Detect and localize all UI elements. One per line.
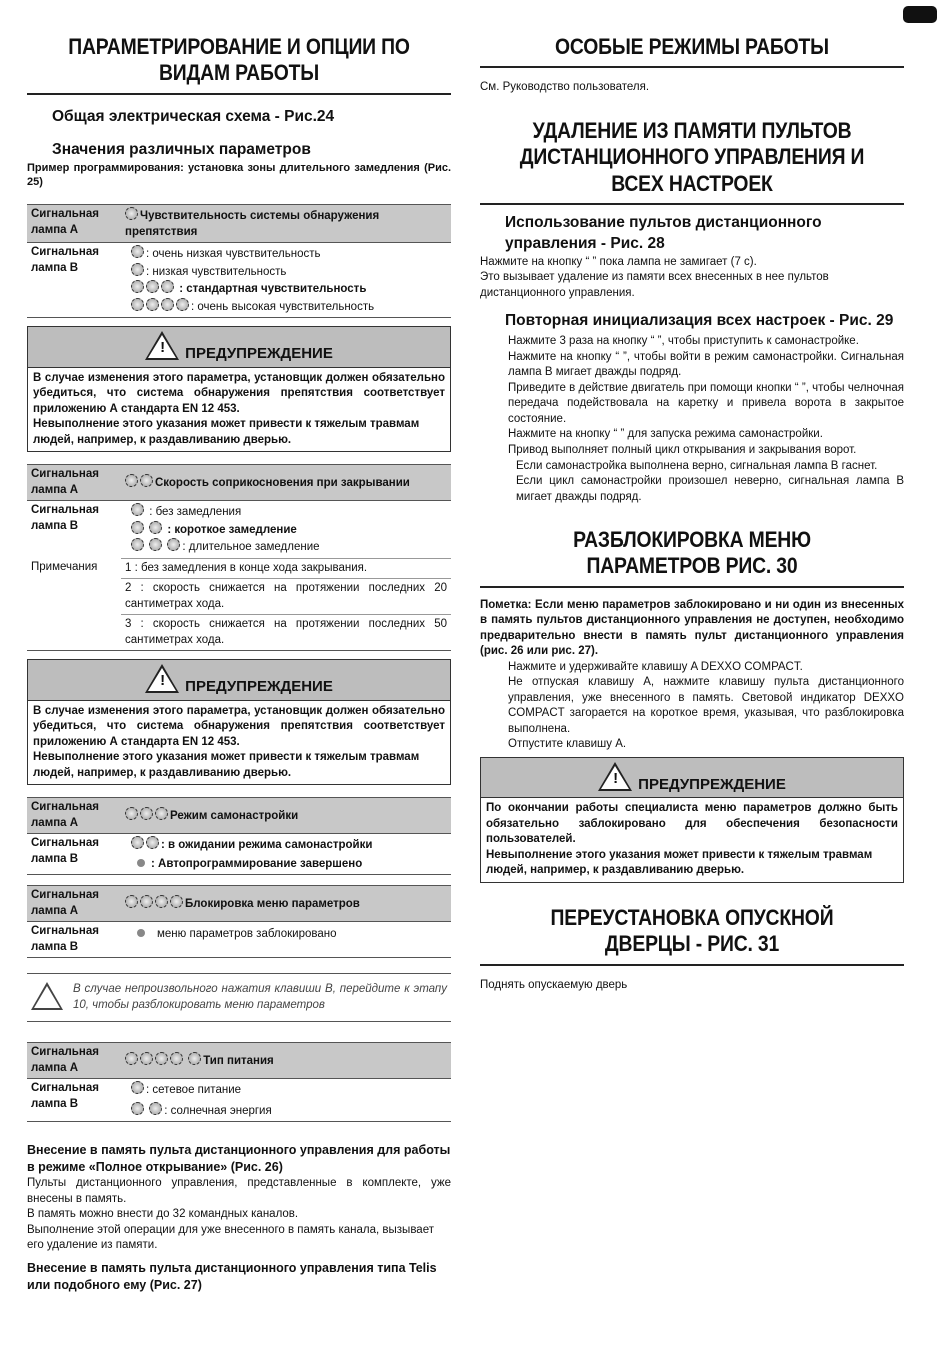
use-remotes-text: Нажмите на кнопку “ ” пока лампа не замигает (7 с). bbox=[480, 255, 757, 268]
right-column bbox=[480, 0, 904, 993]
note-text: 1 : без замедления в конце хода закрывания. bbox=[121, 558, 451, 579]
reinit-step: Нажмите 3 раза на кнопку “ ”, чтобы приступить к самонастройке. bbox=[508, 335, 859, 348]
option-text: : сетевое питание bbox=[146, 1084, 242, 1097]
reinit-step: Нажмите на кнопку “ ” для запуска режима самонастройки. bbox=[508, 428, 823, 441]
option-text: : стандартная чувствительность bbox=[179, 283, 367, 296]
blink-lamp-icon bbox=[155, 895, 168, 908]
note-text: 2 : скорость снижается на протяжении последних 20 сантиметрах хода. bbox=[121, 579, 451, 615]
warning-text: Невыполнение этого указания может привести к тяжелым травмам людей, например, к раздавливанию дверью. bbox=[33, 418, 420, 446]
warning-text: Невыполнение этого указания может привести к тяжелым травмам людей, например, к раздавливанию дверью. bbox=[486, 848, 873, 877]
section-title-special bbox=[480, 34, 904, 68]
unlock-step: Не отпуская клавишу A, нажмите клавишу пульта дистанционного управления, уже внесенного в память. Световой индикатор DEXXO COMPACT загорается на короткое время, указывая, что разблокировка выполнена. bbox=[508, 676, 904, 735]
notes-label: Примечания bbox=[27, 558, 121, 651]
full-open-text: В память можно внести до 32 командных каналов. bbox=[27, 1208, 299, 1221]
warning-icon bbox=[31, 982, 63, 1010]
telis-heading: Внесение в память пульта дистанционного управления типа Telis или подобного ему (Рис. 27) bbox=[27, 1260, 437, 1292]
warning-box-3 bbox=[480, 757, 904, 883]
blink-lamp-icon bbox=[140, 807, 153, 820]
section-title: ОСОБЫЕ РЕЖИМЫ РАБОТЫ bbox=[555, 34, 829, 59]
section-title: УДАЛЕНИЕ ИЗ ПАМЯТИ ПУЛЬТОВ ДИСТАНЦИОННОГО УПРАВЛЕНИЯ И ВСЕХ НАСТРОЕК bbox=[519, 117, 865, 196]
table-header: Чувствительность системы обнаружения препятствия bbox=[125, 210, 380, 238]
blink-lamp-icon bbox=[131, 503, 144, 516]
page-corner-tab bbox=[903, 6, 937, 23]
param-table-speed bbox=[27, 464, 451, 651]
option-text: : в ожидании режима самонастройки bbox=[161, 839, 373, 852]
option-text: : длительное замедление bbox=[182, 541, 320, 554]
example-text: Пример программирования: установка зоны длительного замедления (Рис. 25) bbox=[27, 161, 451, 189]
table-header: Режим самонастройки bbox=[170, 809, 299, 822]
blink-lamp-icon bbox=[125, 1052, 138, 1065]
unlock-step: Отпустите клавишу A. bbox=[508, 738, 627, 751]
blink-lamp-icon bbox=[170, 895, 183, 908]
blink-lamp-icon bbox=[131, 521, 144, 534]
blink-lamp-icon bbox=[149, 521, 162, 534]
blink-lamp-icon bbox=[146, 836, 159, 849]
lamp-a-label: Сигнальная лампа А bbox=[27, 1043, 121, 1079]
blink-lamp-icon bbox=[131, 298, 144, 311]
blink-lamp-icon bbox=[149, 1102, 162, 1115]
param-table-sensitivity: Сигнальная лампа А Чувствительность системы обнаружения препятствия Сигнальная лампа В : очень низкая чувствительность : низкая чувствительность : стандартная чувствительность : очень высокая чувствительность bbox=[27, 204, 451, 318]
reinit-substep: Если самонастройка выполнена верно, сигнальная лампа В гаснет. bbox=[516, 459, 878, 472]
warning-text: По окончании работы специалиста меню параметров должно быть обязательно заблокировано для обеспечения безопасности пользователей. bbox=[486, 802, 898, 846]
blink-lamp-icon bbox=[149, 538, 162, 551]
blink-lamp-icon bbox=[140, 474, 153, 487]
param-table-selflearn bbox=[27, 797, 451, 875]
steady-lamp-icon bbox=[137, 859, 145, 867]
blink-lamp-icon bbox=[125, 895, 138, 908]
section-title-door bbox=[480, 905, 904, 966]
values-heading: Значения различных параметров bbox=[52, 140, 311, 158]
lamp-b-label: Сигнальная лампа В bbox=[27, 243, 121, 318]
option-text: : без замедления bbox=[149, 506, 242, 519]
blink-lamp-icon bbox=[140, 1052, 153, 1065]
table-header: Блокировка меню параметров bbox=[185, 898, 360, 911]
lamp-a-label: Сигнальная лампа А bbox=[27, 205, 121, 243]
param-table-lock bbox=[27, 885, 451, 958]
blink-lamp-icon bbox=[161, 280, 174, 293]
option-text: : Автопрограммирование завершено bbox=[151, 857, 363, 870]
lamp-b-label: Сигнальная лампа В bbox=[27, 1079, 121, 1122]
option-text: : солнечная энергия bbox=[164, 1104, 272, 1117]
warning-box-2 bbox=[27, 659, 451, 785]
warning-text: Невыполнение этого указания может привести к тяжелым травмам людей, например, к раздавливанию дверью. bbox=[33, 751, 420, 779]
lamp-a-label: Сигнальная лампа А bbox=[27, 798, 121, 834]
option-text: : очень высокая чувствительность bbox=[191, 300, 375, 313]
reinit-step: Привод выполняет полный цикл открывания и закрывания ворот. bbox=[508, 444, 857, 456]
warning-title: ПРЕДУПРЕЖДЕНИЕ bbox=[638, 776, 786, 793]
section-title: РАЗБЛОКИРОВКА МЕНЮ ПАРАМЕТРОВ РИС. 30 bbox=[573, 527, 811, 579]
blink-lamp-icon bbox=[170, 1052, 183, 1065]
use-remotes-text: Это вызывает удаление из памяти всех внесенных в нее пультов дистанционного управления. bbox=[480, 271, 829, 299]
warning-box-1 bbox=[27, 326, 451, 452]
schema-heading: Общая электрическая схема - Рис.24 bbox=[52, 107, 335, 125]
use-remotes-heading: Использование пультов дистанционного управления - Рис. 28 bbox=[505, 214, 822, 252]
blink-lamp-icon bbox=[131, 245, 144, 258]
lamp-a-label: Сигнальная лампа А bbox=[27, 886, 121, 922]
reinit-step: Приведите в действие двигатель при помощи кнопки “ ”, чтобы челночная передача подействовала на каретку и привела ворота в закрытое состояние. bbox=[508, 381, 904, 425]
blink-lamp-icon bbox=[131, 1081, 144, 1094]
steady-lamp-icon bbox=[137, 929, 145, 937]
option-text: : короткое замедление bbox=[167, 523, 297, 536]
warning-icon: ! bbox=[145, 664, 179, 693]
option-text: меню параметров заблокировано bbox=[157, 928, 337, 941]
blink-lamp-icon bbox=[131, 263, 144, 276]
section-title-unlock bbox=[480, 527, 904, 588]
full-open-text: Пульты дистанционного управления, представленные в комплекте, уже внесены в память. bbox=[27, 1177, 451, 1205]
table-header: Скорость соприкосновения при закрывании bbox=[155, 476, 410, 489]
section-title-delete bbox=[480, 118, 904, 205]
warning-text: В случае изменения этого параметра, установщик должен обязательно убедиться, что система обнаружения препятствия соответствует приложению А стандарта EN 12 453. bbox=[33, 371, 445, 415]
note-text: В случае непроизвольного нажатия клавиши В, перейдите к этапу 10, чтобы разблокировать меню параметров bbox=[73, 983, 447, 1011]
reinit-step: Нажмите на кнопку “ ”, чтобы войти в режим самонастройки. Сигнальная лампа В мигает дважды подряд. bbox=[508, 350, 904, 379]
blink-lamp-icon bbox=[131, 538, 144, 551]
blink-lamp-icon bbox=[167, 538, 180, 551]
warning-title: ПРЕДУПРЕЖДЕНИЕ bbox=[185, 345, 333, 363]
blink-lamp-icon bbox=[188, 1052, 201, 1065]
blink-lamp-icon bbox=[131, 280, 144, 293]
italic-note bbox=[27, 973, 451, 1022]
warning-icon: ! bbox=[598, 762, 632, 791]
page-title: ПАРАМЕТРИРОВАНИЕ И ОПЦИИ ПО ВИДАМ РАБОТЫ bbox=[68, 34, 410, 86]
blink-lamp-icon bbox=[125, 474, 138, 487]
reinit-heading: Повторная инициализация всех настроек - Рис. 29 bbox=[505, 312, 894, 330]
full-open-text: Выполнение этой операции для уже внесенного в память канала, вызывает его удаление из памяти. bbox=[27, 1223, 434, 1252]
door-text: Поднять опускаемую дверь bbox=[480, 978, 628, 991]
option-text: очень низкая чувствительность bbox=[152, 248, 321, 261]
blink-lamp-icon bbox=[125, 207, 138, 220]
blink-lamp-icon bbox=[125, 807, 138, 820]
left-column bbox=[27, 0, 451, 1294]
param-table-power bbox=[27, 1042, 451, 1122]
reinit-substep: Если цикл самонастройки произошел неверно, сигнальная лампа В мигает дважды подряд. bbox=[516, 475, 904, 503]
table-header: Тип питания bbox=[203, 1055, 274, 1068]
blink-lamp-icon bbox=[140, 895, 153, 908]
full-open-heading: Внесение в память пульта дистанционного управления для работы в режиме «Полное открывание» (Рис. 26) bbox=[27, 1143, 451, 1175]
section-title: ПЕРЕУСТАНОВКА ОПУСКНОЙ ДВЕРЦЫ - РИС. 31 bbox=[550, 904, 834, 957]
blink-lamp-icon bbox=[155, 1052, 168, 1065]
note-text: 3 : скорость снижается на протяжении последних 50 сантиметрах хода. bbox=[121, 615, 451, 651]
warning-text: В случае изменения этого параметра, установщик должен обязательно убедиться, что система обнаружения препятствия соответствует приложению А стандарта EN 12 453. bbox=[33, 704, 445, 748]
unlock-step: Нажмите и удерживайте клавишу A DEXXO COMPACT. bbox=[508, 660, 803, 673]
warning-title: ПРЕДУПРЕЖДЕНИЕ bbox=[185, 678, 333, 696]
lamp-b-label: Сигнальная лампа В bbox=[31, 504, 99, 532]
blink-lamp-icon bbox=[131, 1102, 144, 1115]
blink-lamp-icon bbox=[146, 298, 159, 311]
section-title-parameters bbox=[27, 34, 451, 95]
see-manual-text: См. Руководство пользователя. bbox=[480, 81, 650, 94]
warning-icon: ! bbox=[145, 331, 179, 360]
blink-lamp-icon bbox=[161, 298, 174, 311]
lamp-a-label: Сигнальная лампа А bbox=[27, 465, 121, 501]
blink-lamp-icon bbox=[131, 836, 144, 849]
blink-lamp-icon bbox=[155, 807, 168, 820]
lamp-b-label: Сигнальная лампа В bbox=[27, 834, 121, 875]
blink-lamp-icon bbox=[176, 298, 189, 311]
unlock-note: Пометка: Если меню параметров заблокировано и ни один из внесенных в память пультов дистанционного управления не доступен, необходимо предварительно внести в память пульт дистанционного управления (рис. 26 или рис. 27). bbox=[480, 598, 904, 658]
lamp-b-label: Сигнальная лампа В bbox=[27, 922, 121, 958]
blink-lamp-icon bbox=[146, 280, 159, 293]
option-text: низкая чувствительность bbox=[152, 265, 287, 278]
